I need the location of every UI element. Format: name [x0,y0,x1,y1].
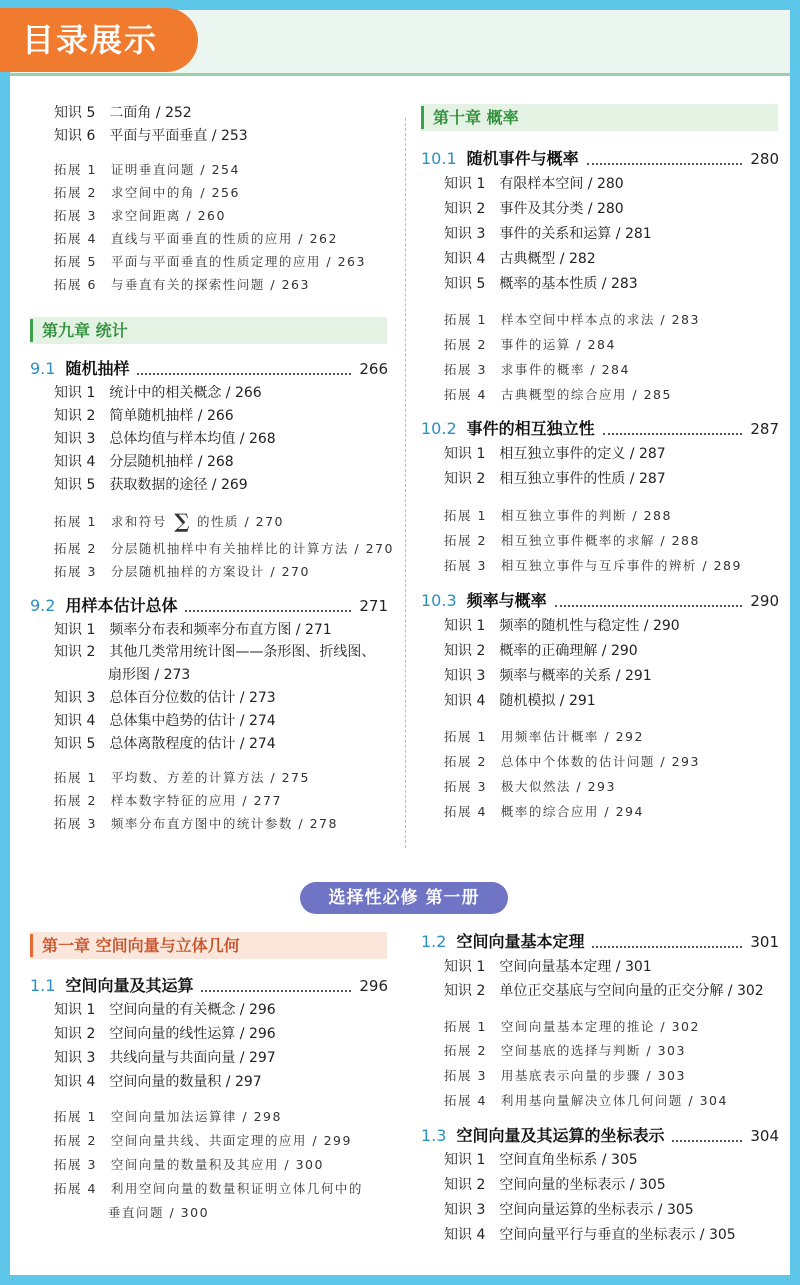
toc-extension-item: 拓展 2 总体中个体数的估计问题 / 293 [444,754,700,769]
section-page: 290 [750,592,779,610]
section-number: 1.1 [30,976,56,995]
toc-extension-item: 拓展 1 空间向量基本定理的推论 / 302 [444,1019,700,1034]
section-page: 304 [750,1127,779,1145]
section-heading [421,589,779,613]
chapter-heading: 第一章 空间向量与立体几何 [30,932,387,959]
toc-knowledge-item: 知识 3 空间向量运算的坐标表示 / 305 [444,1202,694,1218]
toc-knowledge-item: 知识 4 总体集中趋势的估计 / 274 [54,713,276,729]
toc-extension-item: 拓展 3 分层随机抽样的方案设计 / 270 [54,564,310,579]
section-number: 9.2 [30,596,56,615]
toc-knowledge-item: 知识 2 单位正交基底与空间向量的正交分解 / 302 [444,983,764,999]
section-title: 空间向量及其运算的坐标表示 [456,1126,665,1145]
toc-knowledge-item: 知识 5 二面角 / 252 [54,105,192,121]
section-heading [30,357,388,381]
toc-knowledge-item: 知识 4 空间向量的数量积 / 297 [54,1074,262,1090]
extension-prefix: 拓展 1 求和符号 [54,514,167,529]
toc-extension-item: 拓展 1 样本空间中样本点的求法 / 283 [444,312,700,327]
toc-knowledge-item: 知识 4 分层随机抽样 / 268 [54,454,234,470]
section-heading [421,417,779,441]
toc-knowledge-item: 知识 2 相互独立事件的性质 / 287 [444,471,666,487]
section-title: 用样本估计总体 [65,596,178,615]
leader-dots [603,423,743,435]
toc-extension-item: 拓展 1 用频率估计概率 / 292 [444,729,644,744]
section-number: 10.1 [421,149,457,168]
toc-knowledge-item: 知识 5 概率的基本性质 / 283 [444,276,638,292]
section-page: 266 [359,360,388,378]
toc-knowledge-item: 知识 3 事件的关系和运算 / 281 [444,226,652,242]
section-number: 9.1 [30,359,56,378]
section-number: 1.2 [421,932,447,951]
section-number: 1.3 [421,1126,447,1145]
section-heading [421,1124,779,1148]
leader-dots [587,153,743,165]
toc-extension-item: 拓展 2 相互独立事件概率的求解 / 288 [444,533,700,548]
toc-extension-item: 拓展 4 古典概型的综合应用 / 285 [444,387,672,402]
section-page: 301 [750,933,779,951]
leader-dots [555,595,743,607]
section-page: 280 [750,150,779,168]
toc-knowledge-item: 知识 2 简单随机抽样 / 266 [54,408,234,424]
section-title: 频率与概率 [466,591,547,610]
toc-knowledge-item: 知识 2 空间向量的坐标表示 / 305 [444,1177,666,1193]
toc-extension-item: 拓展 1 平均数、方差的计算方法 / 275 [54,770,310,785]
toc-extension-item: 拓展 3 用基底表示向量的步骤 / 303 [444,1068,686,1083]
section-heading [421,147,779,171]
section-page: 296 [359,977,388,995]
toc-knowledge-item: 知识 3 总体均值与样本均值 / 268 [54,431,276,447]
toc-page [10,10,790,1275]
toc-knowledge-item: 知识 4 古典概型 / 282 [444,251,596,267]
section-title: 随机事件与概率 [466,149,579,168]
page-title: 目录展示 [0,8,198,72]
chapter-heading: 第九章 统计 [30,317,387,344]
toc-extension-item: 拓展 6 与垂直有关的探索性问题 / 263 [54,277,310,292]
toc-knowledge-item: 知识 4 空间向量平行与垂直的坐标表示 / 305 [444,1227,736,1243]
leader-dots [137,363,351,375]
toc-extension-item: 拓展 4 直线与平面垂直的性质的应用 / 262 [54,231,338,246]
toc-extension-item: 拓展 2 空间向量共线、共面定理的应用 / 299 [54,1133,352,1148]
toc-extension-item: 拓展 2 空间基底的选择与判断 / 303 [444,1043,686,1058]
section-heading [421,930,779,954]
toc-knowledge-item: 扇形图 / 273 [108,667,191,683]
toc-knowledge-item: 知识 1 有限样本空间 / 280 [444,176,624,192]
toc-extension-item: 拓展 3 求空间距离 / 260 [54,208,226,223]
toc-knowledge-item: 知识 1 统计中的相关概念 / 266 [54,385,262,401]
toc-extension-item: 拓展 3 相互独立事件与互斥事件的辨析 / 289 [444,558,742,573]
toc-extension-item: 拓展 4 利用基向量解决立体几何问题 / 304 [444,1093,728,1108]
section-heading [30,974,388,998]
toc-knowledge-item: 知识 4 随机模拟 / 291 [444,693,596,709]
leader-dots [185,600,351,612]
leader-dots [672,1130,742,1142]
sum-symbol: ∑ [174,509,190,533]
section-title: 事件的相互独立性 [466,419,595,438]
toc-knowledge-item: 知识 1 空间向量的有关概念 / 296 [54,1002,276,1018]
toc-extension-item: 拓展 1 证明垂直问题 / 254 [54,162,240,177]
toc-extension-item: 拓展 2 样本数字特征的应用 / 277 [54,793,282,808]
toc-knowledge-item: 知识 5 获取数据的途径 / 269 [54,477,248,493]
toc-extension-item: 拓展 3 求事件的概率 / 284 [444,362,630,377]
toc-extension-item: 拓展 1 空间向量加法运算律 / 298 [54,1109,282,1124]
toc-extension-item: 拓展 2 事件的运算 / 284 [444,337,616,352]
book-label: 选择性必修 第一册 [300,882,508,914]
toc-knowledge-item: 知识 2 事件及其分类 / 280 [444,201,624,217]
toc-extension-item: 拓展 4 利用空间向量的数量积证明立体几何中的 [54,1181,363,1196]
toc-knowledge-item: 知识 2 概率的正确理解 / 290 [444,643,638,659]
toc-knowledge-item: 知识 1 频率的随机性与稳定性 / 290 [444,618,680,634]
section-heading [30,594,388,618]
toc-extension-item: 拓展 3 频率分布直方图中的统计参数 / 278 [54,816,338,831]
section-page: 271 [359,597,388,615]
toc-extension-item: 拓展 2 求空间中的角 / 256 [54,185,240,200]
toc-knowledge-item: 知识 1 频率分布表和频率分布直方图 / 271 [54,622,332,638]
toc-extension-item: 拓展 3 极大似然法 / 293 [444,779,616,794]
toc-knowledge-item: 知识 1 空间向量基本定理 / 301 [444,959,652,975]
toc-knowledge-item: 知识 6 平面与平面垂直 / 253 [54,128,248,144]
toc-extension-item: 拓展 5 平面与平面垂直的性质定理的应用 / 263 [54,254,366,269]
section-title: 随机抽样 [65,359,130,378]
leader-dots [201,980,351,992]
toc-knowledge-item: 知识 2 空间向量的线性运算 / 296 [54,1026,276,1042]
leader-dots [592,936,742,948]
toc-extension-item: 拓展 4 概率的综合应用 / 294 [444,804,644,819]
toc-extension-item: 拓展 3 空间向量的数量积及其应用 / 300 [54,1157,324,1172]
section-number: 10.2 [421,419,457,438]
section-title: 空间向量基本定理 [456,932,585,951]
toc-knowledge-item: 知识 1 相互独立事件的定义 / 287 [444,446,666,462]
toc-extension-item [54,511,284,532]
toc-extension-item: 拓展 2 分层随机抽样中有关抽样比的计算方法 / 270 [54,541,394,556]
section-page: 287 [750,420,779,438]
section-title: 空间向量及其运算 [65,976,194,995]
toc-knowledge-item: 知识 3 频率与概率的关系 / 291 [444,668,652,684]
extension-suffix: 的性质 / 270 [196,514,284,529]
toc-knowledge-item: 知识 2 其他几类常用统计图——条形图、折线图、 [54,644,376,660]
toc-knowledge-item: 知识 1 空间直角坐标系 / 305 [444,1152,638,1168]
toc-extension-item: 垂直问题 / 300 [108,1205,210,1220]
toc-knowledge-item: 知识 3 总体百分位数的估计 / 273 [54,690,276,706]
toc-extension-item: 拓展 1 相互独立事件的判断 / 288 [444,508,672,523]
toc-knowledge-item: 知识 5 总体离散程度的估计 / 274 [54,736,276,752]
section-number: 10.3 [421,591,457,610]
chapter-heading: 第十章 概率 [421,104,778,131]
column-divider [405,118,406,848]
toc-knowledge-item: 知识 3 共线向量与共面向量 / 297 [54,1050,276,1066]
